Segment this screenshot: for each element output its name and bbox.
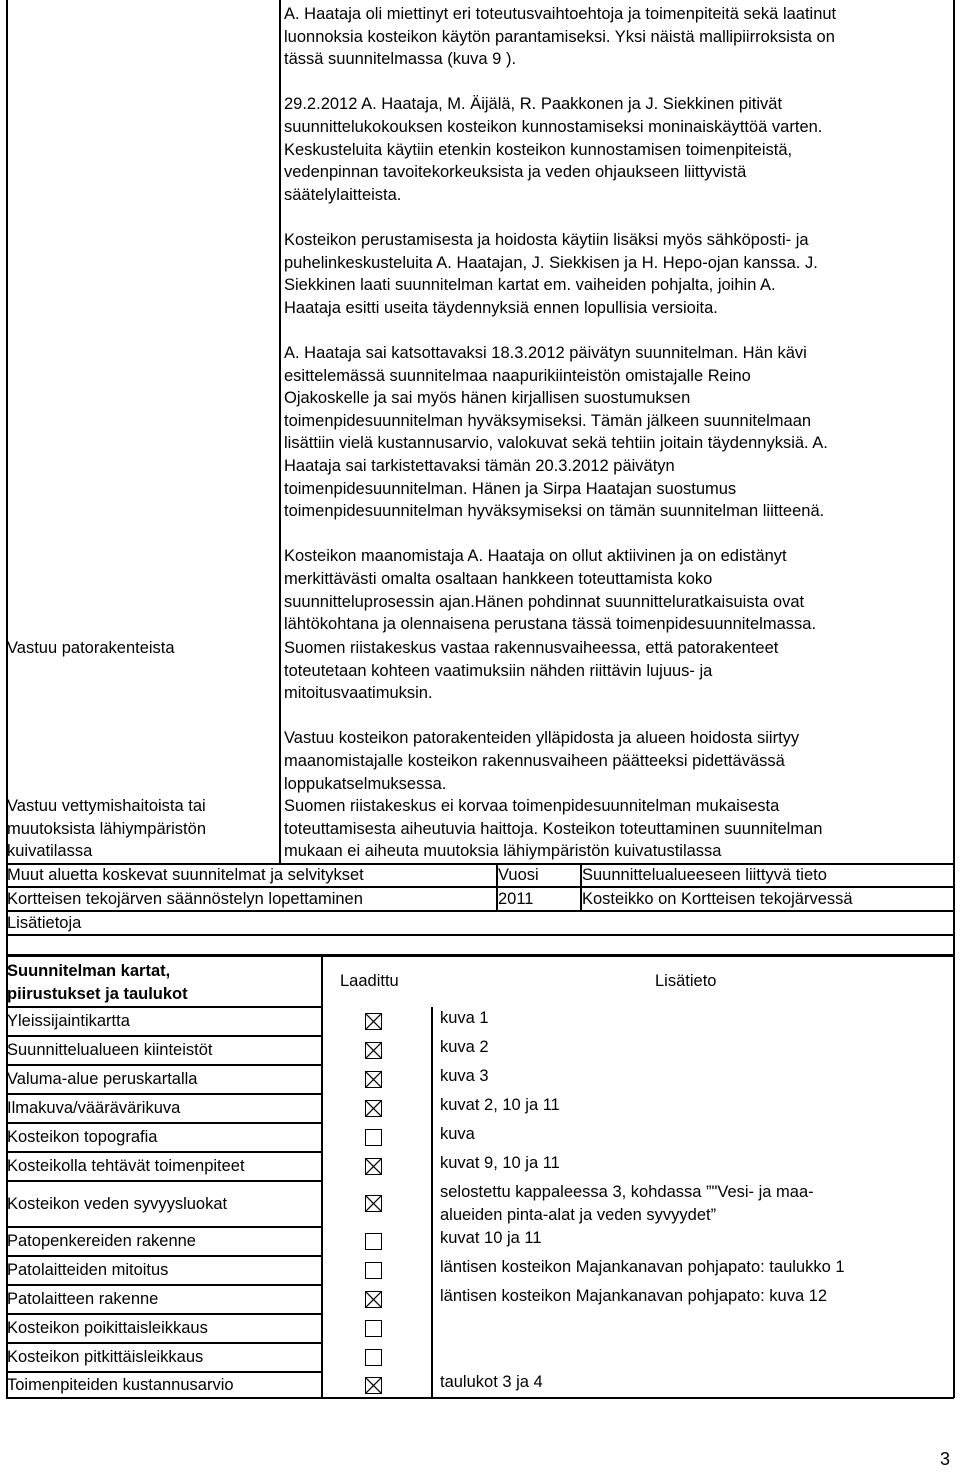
table-border-horizontal bbox=[6, 1284, 321, 1286]
table-border-horizontal bbox=[6, 1342, 321, 1344]
table-border-vertical bbox=[321, 955, 323, 1398]
map-row-label: Suunnittelualueen kiinteistöt bbox=[7, 1041, 213, 1060]
lisatietoja-label: Lisätietoja bbox=[7, 914, 82, 932]
map-row-info: selostettu kappaleessa 3, kohdassa ”"Vesi- ja maa- bbox=[440, 1183, 814, 1201]
map-row-info: taulukot 3 ja 4 bbox=[440, 1373, 543, 1392]
row-label-vettymis: Vastuu vettymishaitoista tai bbox=[7, 797, 206, 815]
table-border-horizontal bbox=[6, 886, 954, 888]
empty-checkbox-icon bbox=[365, 1349, 382, 1366]
table-border-horizontal bbox=[6, 1255, 321, 1257]
map-row-label: Kosteikon veden syvyysluokat bbox=[7, 1194, 228, 1213]
checked-box-icon bbox=[365, 1158, 382, 1175]
body-paragraph-line: esittelemässä suunnitelmaa naapurikiinteistön omistajalle Reino bbox=[284, 366, 751, 385]
table-border-vertical bbox=[6, 0, 8, 955]
map-row-info: läntisen kosteikon Majankanavan pohjapato: kuva 12 bbox=[440, 1287, 828, 1306]
map-row-label: Kosteikon poikittaisleikkaus bbox=[7, 1319, 208, 1338]
table-border-vertical bbox=[6, 955, 8, 1398]
table-border-horizontal bbox=[6, 863, 954, 865]
map-row-label: Kosteikon topografia bbox=[7, 1128, 158, 1147]
map-row-info: kuvat 10 ja 11 bbox=[440, 1229, 542, 1248]
body-paragraph-line: vedenpinnan tavoitekorkeuksista ja veden ohjaukseen liittyvistä bbox=[284, 163, 747, 182]
map-row-label: Kosteikon pitkittäisleikkaus bbox=[7, 1348, 204, 1367]
body-paragraph-line: lisättiin vielä kustannusarvio, valokuvat sekä tehtiin joitain täydennyksiä. A. bbox=[284, 434, 828, 453]
map-row-info: kuva bbox=[440, 1125, 475, 1144]
row-label-vettymis: muutoksista lähiympäristön bbox=[7, 819, 206, 838]
table-border-horizontal bbox=[6, 1035, 321, 1037]
body-paragraph-line: lähtökohtana ja olennaisena perustana tässä toimenpidesuunnitelmassa. bbox=[284, 615, 817, 634]
laadittu-header: Laadittu bbox=[340, 972, 399, 990]
map-row-label: Patolaitteen rakenne bbox=[7, 1290, 159, 1309]
map-row-info: kuvat 9, 10 ja 11 bbox=[440, 1154, 560, 1173]
patorakenteet-text-line: maanomistajalle kosteikon rakennusvaiheen päätteeksi pidettävässä bbox=[284, 752, 785, 770]
checked-box-icon bbox=[365, 1013, 382, 1030]
row-label-patorakenteet: Vastuu patorakenteista bbox=[7, 639, 175, 657]
table-border-vertical bbox=[279, 0, 281, 865]
table-border-horizontal bbox=[6, 1151, 321, 1153]
body-paragraph-line: suunnittelukokouksen kosteikon kunnostamiseksi moninaiskäyttöä varten. bbox=[284, 118, 823, 136]
checked-box-icon bbox=[365, 1071, 382, 1088]
body-paragraph-line: Kosteikon maanomistaja A. Haataja on ollut aktiivinen ja on edistänyt bbox=[284, 547, 787, 566]
body-paragraph-line: merkittävästi omalta osaltaan hankkeen toteuttamista koko bbox=[284, 570, 713, 588]
empty-checkbox-icon bbox=[365, 1262, 382, 1279]
year-header: Vuosi bbox=[498, 866, 539, 884]
body-paragraph-line: toimenpidesuunnitelman hyväksymiseksi. Tämän jälkeen suunnitelmaan bbox=[284, 411, 812, 430]
table-border-horizontal bbox=[6, 1397, 954, 1399]
empty-checkbox-icon bbox=[365, 1320, 382, 1337]
body-paragraph-line: puhelinkeskusteluita A. Haatajan, J. Siekkisen ja H. Hepo-ojan kanssa. J. bbox=[284, 253, 818, 272]
checked-box-icon bbox=[365, 1195, 382, 1212]
map-row-info: kuva 1 bbox=[440, 1009, 489, 1028]
map-row-label: Yleissijaintikartta bbox=[7, 1012, 130, 1031]
vettymis-text-line: Suomen riistakeskus ei korvaa toimenpidesuunnitelman mukaisesta bbox=[284, 797, 780, 815]
table-border-horizontal bbox=[6, 1226, 321, 1228]
table-border-horizontal bbox=[6, 955, 954, 957]
muut-row-info: Kosteikko on Kortteisen tekojärvessä bbox=[582, 890, 853, 908]
muut-row-year: 2011 bbox=[498, 890, 534, 908]
map-row-info: kuva 3 bbox=[440, 1067, 489, 1086]
body-paragraph-line: toimenpidesuunnitelman hyväksymiseksi on tämän suunnitelman liitteenä. bbox=[284, 502, 825, 521]
page-number: 3 bbox=[940, 1449, 951, 1469]
table-border-horizontal bbox=[6, 910, 954, 912]
table-border-horizontal bbox=[6, 1064, 321, 1066]
body-paragraph-line: Haataja esitti useita täydennyksiä ennen lopullisia versioita. bbox=[284, 298, 718, 317]
checked-box-icon bbox=[365, 1100, 382, 1117]
map-row-label: Patolaitteiden mitoitus bbox=[7, 1261, 169, 1280]
body-paragraph-line: Keskusteluita käytiin etenkin kosteikon kunnostamisen toimenpiteistä, bbox=[284, 140, 793, 159]
table-border-vertical bbox=[431, 1007, 433, 1398]
table-border-horizontal bbox=[6, 1006, 321, 1008]
map-row-label: Toimenpiteiden kustannusarvio bbox=[7, 1376, 234, 1395]
body-paragraph-line: 29.2.2012 A. Haataja, M. Äijälä, R. Paakkonen ja J. Siekkinen pitivät bbox=[284, 95, 783, 114]
map-row-info: kuva 2 bbox=[440, 1038, 489, 1057]
table-border-horizontal bbox=[6, 1122, 321, 1124]
checked-box-icon bbox=[365, 1377, 382, 1394]
maps-header: piirustukset ja taulukot bbox=[7, 984, 188, 1003]
table-border-horizontal bbox=[6, 1313, 321, 1315]
checked-box-icon bbox=[365, 1291, 382, 1308]
patorakenteet-text-line: Suomen riistakeskus vastaa rakennusvaiheessa, että patorakenteet bbox=[284, 639, 779, 657]
empty-checkbox-icon bbox=[365, 1233, 382, 1250]
body-paragraph-line: suunnitteluprosessin ajan.Hänen pohdinnat suunnitteluratkaisuista ovat bbox=[284, 592, 805, 611]
map-row-info: läntisen kosteikon Majankanavan pohjapato: taulukko 1 bbox=[440, 1258, 845, 1277]
body-paragraph-line: Ojakoskelle ja sai myös hänen kirjallisen suostumuksen bbox=[284, 389, 691, 408]
body-paragraph-line: Haataja sai tarkistettavaksi tämän 20.3.2012 päivätyn bbox=[284, 457, 675, 475]
body-paragraph-line: toimenpidesuunnitelman. Hänen ja Sirpa Haatajan suostumus bbox=[284, 479, 737, 498]
map-row-info: kuvat 2, 10 ja 11 bbox=[440, 1096, 560, 1115]
table-border-horizontal bbox=[6, 1371, 321, 1373]
row-label-vettymis: kuivatilassa bbox=[7, 842, 93, 861]
body-paragraph-line: A. Haataja sai katsottavaksi 18.3.2012 päivätyn suunnitelman. Hän kävi bbox=[284, 344, 807, 362]
body-paragraph-line: säätelylaitteista. bbox=[284, 185, 402, 204]
maps-header: Suunnitelman kartat, bbox=[7, 962, 171, 980]
muut-header: Muut aluetta koskevat suunnitelmat ja selvitykset bbox=[7, 866, 364, 884]
table-border-vertical bbox=[953, 955, 955, 1398]
vettymis-text-line: mukaan ei aiheuta muutoksia lähiympäristön kuivatustilassa bbox=[284, 842, 722, 861]
empty-checkbox-icon bbox=[365, 1129, 382, 1146]
table-border-vertical bbox=[580, 863, 582, 911]
table-border-vertical bbox=[496, 863, 498, 911]
map-row-label: Patopenkereiden rakenne bbox=[7, 1232, 196, 1251]
table-border-horizontal bbox=[6, 934, 954, 936]
table-border-horizontal bbox=[6, 1180, 321, 1182]
map-row-label: Kosteikolla tehtävät toimenpiteet bbox=[7, 1157, 245, 1176]
patorakenteet-text-line: toteutetaan kohteen vaatimuksiin nähden riittävin lujuus- ja bbox=[284, 661, 713, 680]
patorakenteet-text-line: mitoitusvaatimuksin. bbox=[284, 684, 433, 703]
patorakenteet-text-line: Vastuu kosteikon patorakenteiden ylläpidosta ja alueen hoidosta siirtyy bbox=[284, 729, 800, 748]
body-paragraph-line: luonnoksia kosteikon käytön parantamiseksi. Yksi näistä mallipiirroksista on bbox=[284, 27, 835, 46]
map-row-label: Ilmakuva/väärävärikuva bbox=[7, 1099, 181, 1118]
body-paragraph-line: tässä suunnitelmassa (kuva 9 ). bbox=[284, 50, 517, 69]
map-row-label: Valuma-alue peruskartalla bbox=[7, 1070, 198, 1089]
patorakenteet-text-line: loppukatselmuksessa. bbox=[284, 774, 447, 793]
body-paragraph-line: Siekkinen laati suunnitelman kartat em. vaiheiden pohjalta, joihin A. bbox=[284, 276, 776, 295]
table-border-horizontal bbox=[6, 1093, 321, 1095]
body-paragraph-line: Kosteikon perustamisesta ja hoidosta käytiin lisäksi myös sähköposti- ja bbox=[284, 231, 809, 249]
muut-row-label: Kortteisen tekojärven säännöstelyn lopettaminen bbox=[7, 890, 363, 908]
map-row-info: alueiden pinta-alat ja veden syvyydet” bbox=[440, 1205, 717, 1224]
info-header: Suunnittelualueeseen liittyvä tieto bbox=[582, 866, 827, 884]
table-border-vertical bbox=[953, 0, 955, 955]
body-paragraph-line: A. Haataja oli miettinyt eri toteutusvaihtoehtoja ja toimenpiteitä sekä laatinut bbox=[284, 5, 837, 23]
vettymis-text-line: toteuttamisesta aiheutuvia haittoja. Kosteikon toteuttaminen suunnitelman bbox=[284, 819, 823, 838]
lisatieto-header: Lisätieto bbox=[655, 972, 717, 990]
checked-box-icon bbox=[365, 1042, 382, 1059]
